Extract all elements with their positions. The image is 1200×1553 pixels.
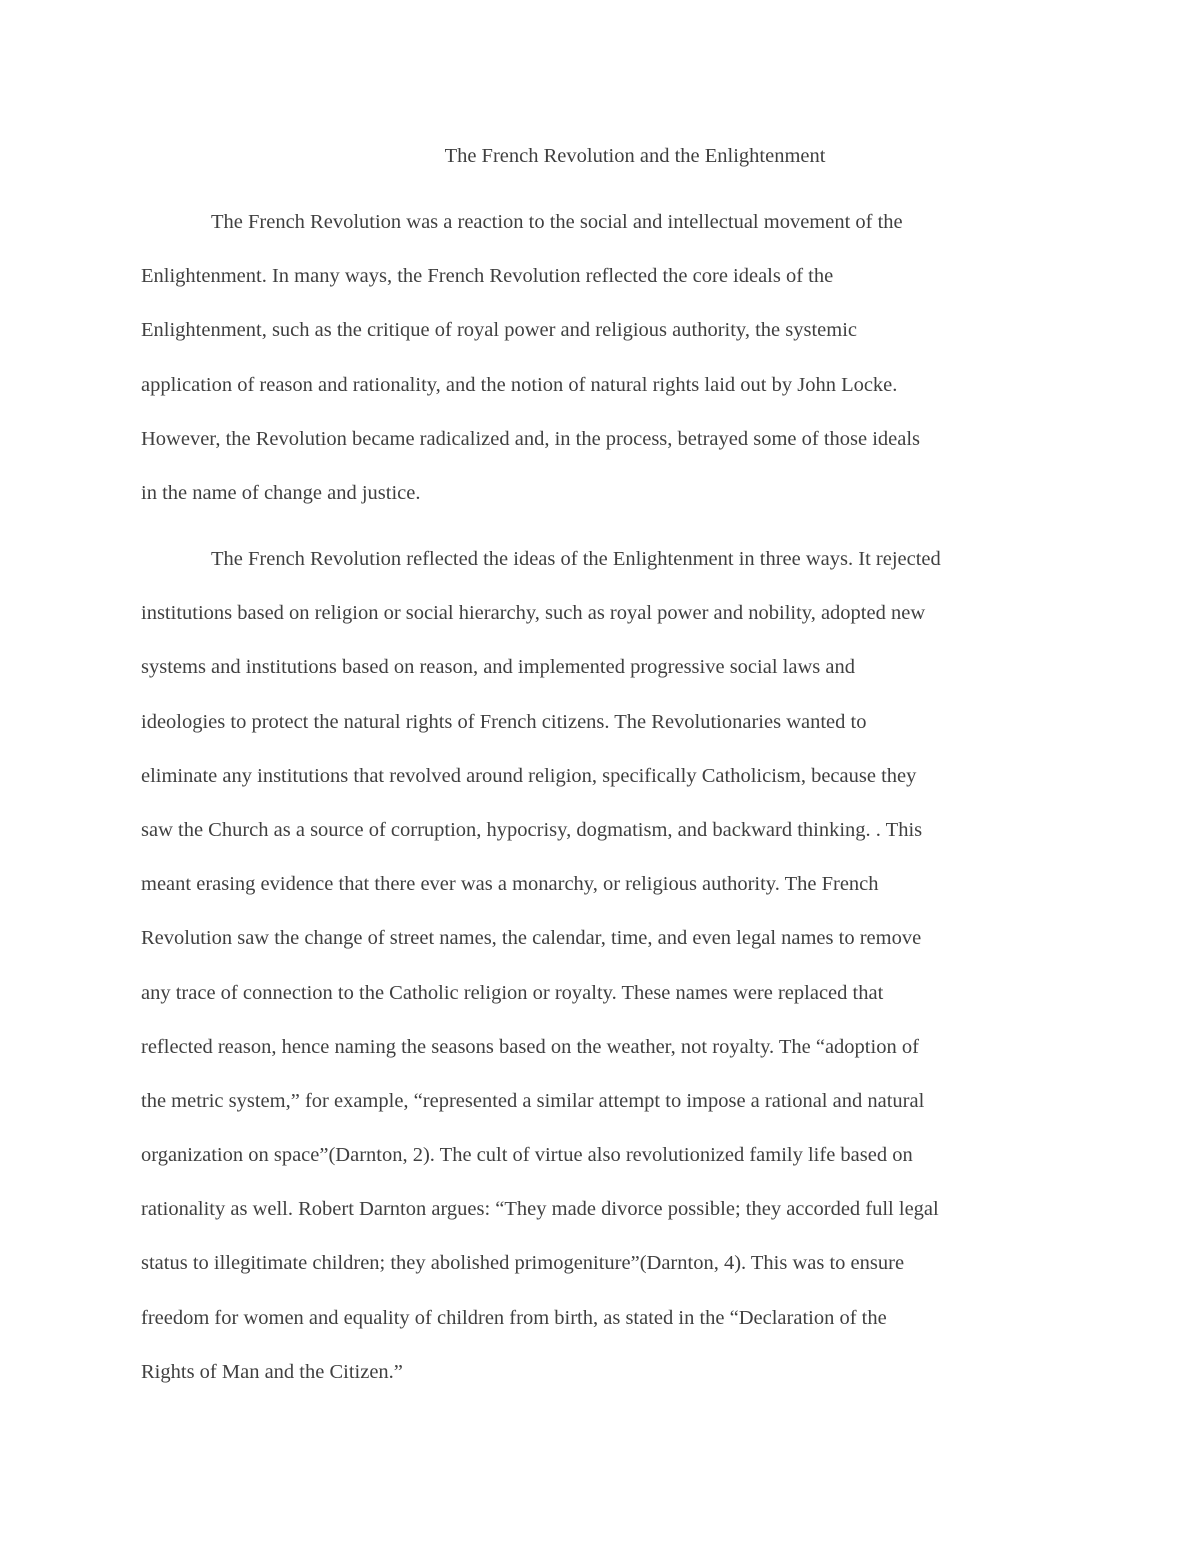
paragraph-line: status to illegitimate children; they abolished primogeniture”(Darnton, 4). This was to ensure [141,1252,905,1275]
paragraph-line: reflected reason, hence naming the seasons based on the weather, not royalty. The “adoption of [141,1035,919,1058]
paragraph-line: eliminate any institutions that revolved around religion, specifically Catholicism, because they [141,764,917,787]
paragraph-line: However, the Revolution became radicalized and, in the process, betrayed some of those ideals [141,427,921,450]
paragraph-intro [141,195,1071,520]
paragraph-line: Rights of Man and the Citizen.” [141,1360,403,1383]
paragraph-line: Enlightenment. In many ways, the French Revolution reflected the core ideals of the [141,265,834,288]
paragraph-line: Revolution saw the change of street names, the calendar, time, and even legal names to remove [141,927,922,950]
paragraph-line: saw the Church as a source of corruption, hypocrisy, dogmatism, and backward thinking. . This [141,818,923,841]
paragraph-line: freedom for women and equality of children from birth, as stated in the “Declaration of the [141,1306,887,1329]
paragraph-line: Enlightenment, such as the critique of royal power and religious authority, the systemic [141,319,857,342]
paragraph-line: ideologies to protect the natural rights of French citizens. The Revolutionaries wanted to [141,710,867,733]
paragraph-line: meant erasing evidence that there ever was a monarchy, or religious authority. The French [141,873,879,896]
paragraph-line: institutions based on religion or social hierarchy, such as royal power and nobility, adopted new [141,602,926,625]
paragraph-line: systems and institutions based on reason, and implemented progressive social laws and [141,656,855,679]
paragraph-line: any trace of connection to the Catholic religion or royalty. These names were replaced that [141,981,884,1004]
paragraph-body [141,532,1071,1399]
paragraph-line: The French Revolution was a reaction to the social and intellectual movement of the [211,211,903,233]
paragraph-line: The French Revolution reflected the ideas of the Enlightenment in three ways. It rejected [211,548,941,570]
paragraph-line: application of reason and rationality, and the notion of natural rights laid out by John Locke. [141,373,898,396]
paragraph-line: the metric system,” for example, “represented a similar attempt to impose a rational and natural [141,1089,925,1112]
paragraph-line: rationality as well. Robert Darnton argues: “They made divorce possible; they accorded full legal [141,1198,939,1221]
paragraph-line: in the name of change and justice. [141,481,421,504]
paragraph-line: organization on space”(Darnton, 2). The cult of virtue also revolutionized family life based on [141,1144,913,1167]
document-title: The French Revolution and the Enlightenment [444,145,826,167]
